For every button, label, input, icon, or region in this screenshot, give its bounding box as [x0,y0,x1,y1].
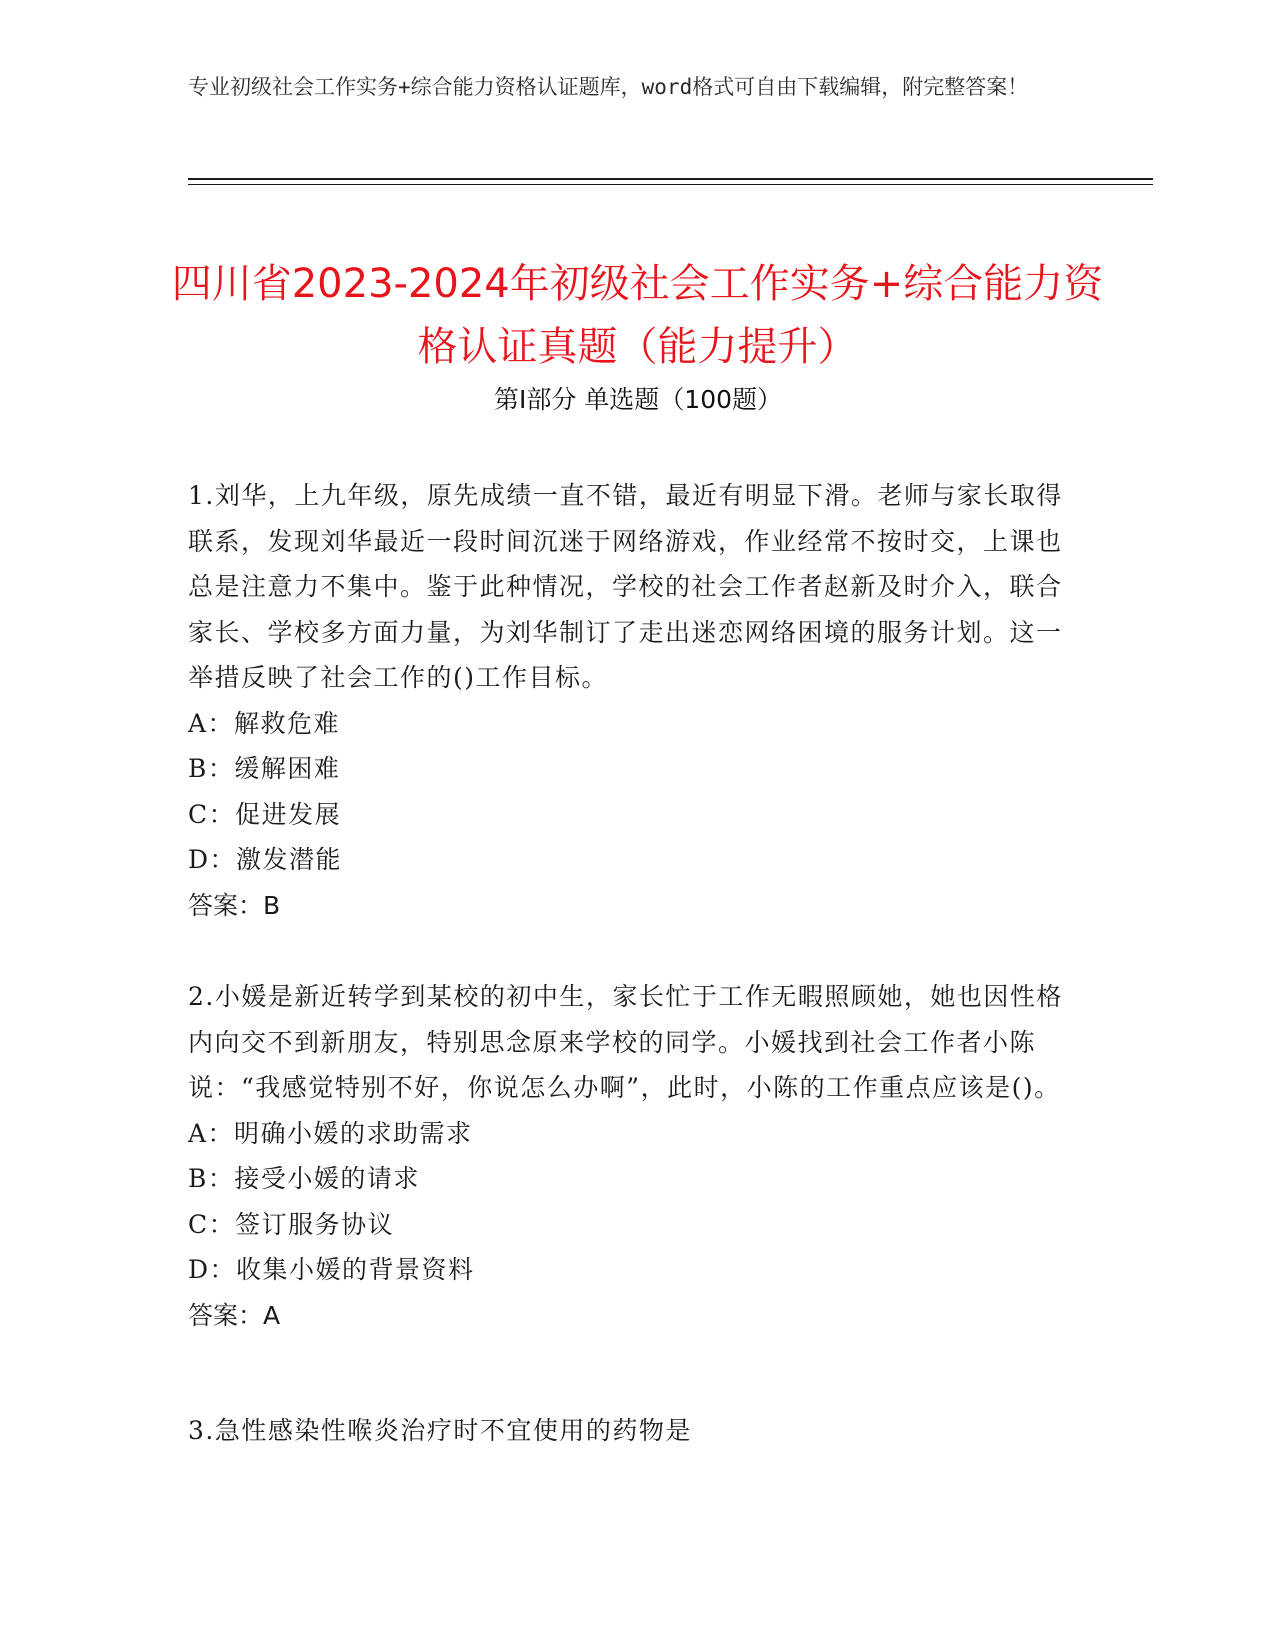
option-b: B：接受小媛的请求 [188,1164,420,1193]
option-d: D：激发潜能 [188,845,343,874]
question-stem: 1.刘华，上九年级，原先成绩一直不错，最近有明显下滑。老师与家长取得联系，发现刘华最近一段时间沉迷于网络游戏，作业经常不按时交，上课也总是注意力不集中。鉴于此种情况，学校的社会工作者赵新及时介入，联合家长、学校多方面力量，为刘华制订了走出迷恋网络困境的服务计划。这一举措反映了社会工作的()工作目标。 [188,481,1063,692]
option-c: C：签订服务协议 [188,1209,395,1239]
question-1 [188,473,1068,928]
header-divider-thick [188,178,1153,180]
header-note: 专业初级社会工作实务+综合能力资格认证题库，word格式可自由下载编辑，附完整答案！ [188,75,1029,99]
option-a: A：解救危难 [188,708,341,738]
question-3 [188,1408,1068,1454]
option-c: C：促进发展 [188,799,342,829]
question-2 [188,974,1068,1338]
header-divider-thin [188,184,1153,185]
option-d: D：收集小媛的背景资料 [188,1255,475,1284]
answer-key: 答案：B [188,890,281,920]
answer-key: 答案：A [188,1300,281,1330]
document-title: 四川省2023-2024年初级社会工作实务+综合能力资格认证真题（能力提升） [171,260,1104,370]
section-heading: 第Ⅰ部分 单选题（100题） [493,385,783,414]
option-a: A：明确小媛的求助需求 [188,1118,473,1148]
question-stem: 2.小媛是新近转学到某校的初中生，家长忙于工作无暇照顾她，她也因性格内向交不到新朋友，特别思念原来学校的同学。小媛找到社会工作者小陈说：“我感觉特别不好，你说怎么办啊”，此时，小陈的工作重点应该是()。 [188,982,1063,1102]
option-b: B：缓解困难 [188,754,341,783]
question-stem: 3.急性感染性喉炎治疗时不宜使用的药物是 [188,1416,692,1445]
